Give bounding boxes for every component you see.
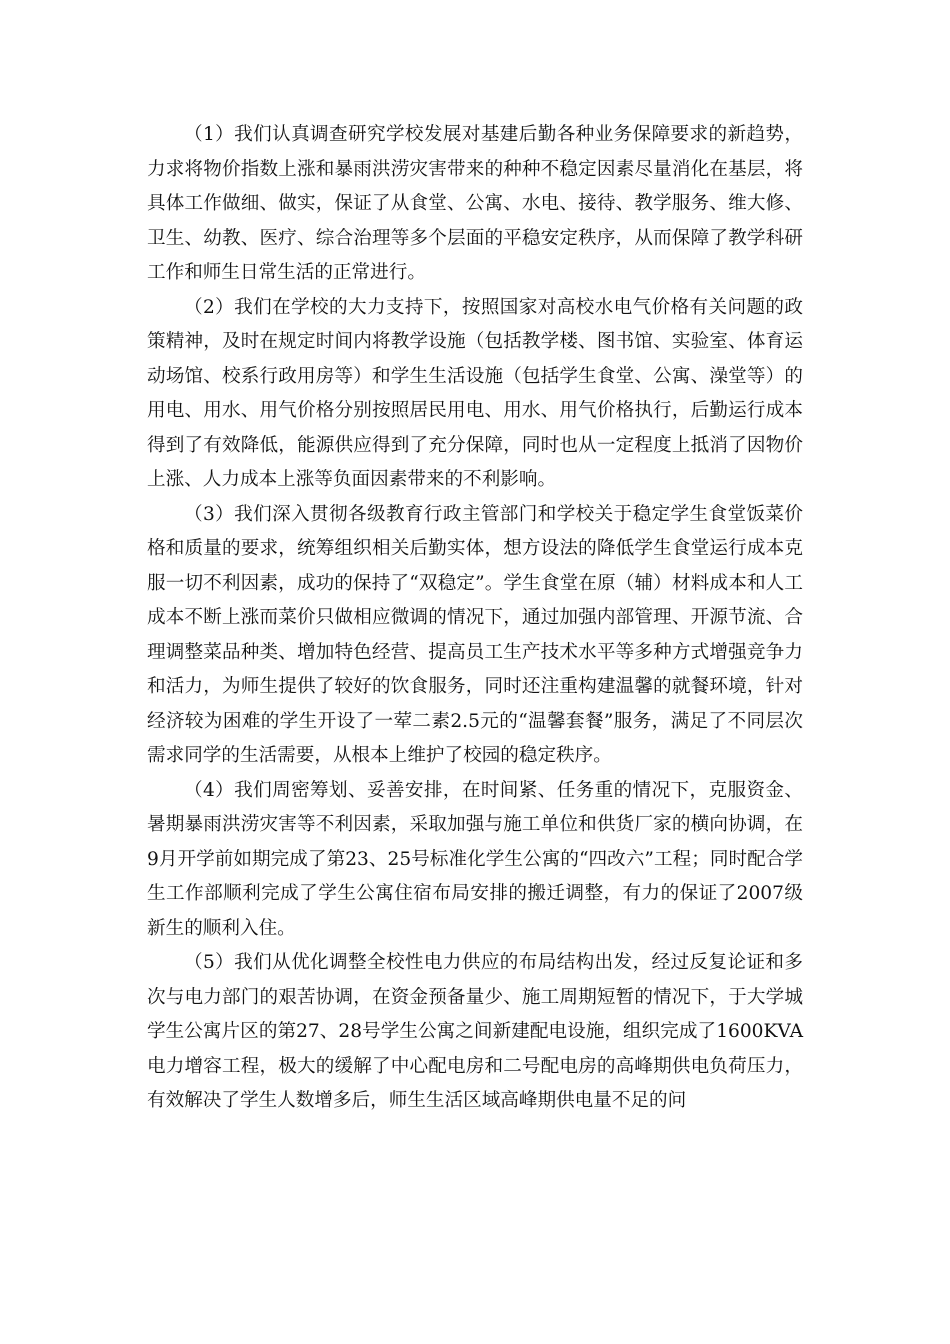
paragraph-3: （3）我们深入贯彻各级教育行政主管部门和学校关于稳定学生食堂饭菜价格和质量的要求，统筹组织相关后勤实体，想方设法的降低学生食堂运行成本克服一切不利因素，成功的保持了“双稳定”。学生食堂在原（辅）材料成本和人工成本不断上涨而菜价只做相应微调的情况下，通过加强内部管理、开源节流、合理调整菜品种类、增加特色经营、提高员工生产技术水平等多种方式增强竞争力和活力，为师生提供了较好的饮食服务，同时还注重构建温馨的就餐环境，针对经济较为困难的学生开设了一荤二素2.5元的“温馨套餐”服务，满足了不同层次需求同学的生活需要，从根本上维护了校园的稳定秩序。 [147, 503, 803, 766]
paragraph-5: （5）我们从优化调整全校性电力供应的布局结构出发，经过反复论证和多次与电力部门的艰苦协调，在资金预备量少、施工周期短暂的情况下，于大学城学生公寓片区的第27、28号学生公寓之间新建配电设施，组织完成了1600KVA电力增容工程，极大的缓解了中心配电房和二号配电房的高峰期供电负荷压力，有效解决了学生人数增多后，师生生活区域高峰期供电量不足的问 [147, 952, 803, 1111]
paragraph-4: （4）我们周密筹划、妥善安排，在时间紧、任务重的情况下，克服资金、暑期暴雨洪涝灾害等不利因素，采取加强与施工单位和供货厂家的横向协调，在9月开学前如期完成了第23、25号标准化学生公寓的“四改六”工程；同时配合学生工作部顺利完成了学生公寓住宿布局安排的搬迁调整，有力的保证了2007级新生的顺利入住。 [147, 779, 803, 939]
paragraph-1: （1）我们认真调查研究学校发展对基建后勤各种业务保障要求的新趋势，力求将物价指数上涨和暴雨洪涝灾害带来的种种不稳定因素尽量消化在基层，将具体工作做细、做实，保证了从食堂、公寓、水电、接待、教学服务、维大修、卫生、幼教、医疗、综合治理等多个层面的平稳安定秩序，从而保障了教学科研工作和师生日常生活的正常进行。 [147, 124, 803, 283]
paragraph-2: （2）我们在学校的大力支持下，按照国家对高校水电气价格有关问题的政策精神，及时在规定时间内将教学设施（包括教学楼、图书馆、实验室、体育运动场馆、校系行政用房等）和学生生活设施（包括学生食堂、公寓、澡堂等）的用电、用水、用气价格分别按照居民用电、用水、用气价格执行，后勤运行成本得到了有效降低，能源供应得到了充分保障，同时也从一定程度上抵消了因物价上涨、人力成本上涨等负面因素带来的不利影响。 [147, 296, 803, 490]
document-body [147, 118, 803, 1119]
